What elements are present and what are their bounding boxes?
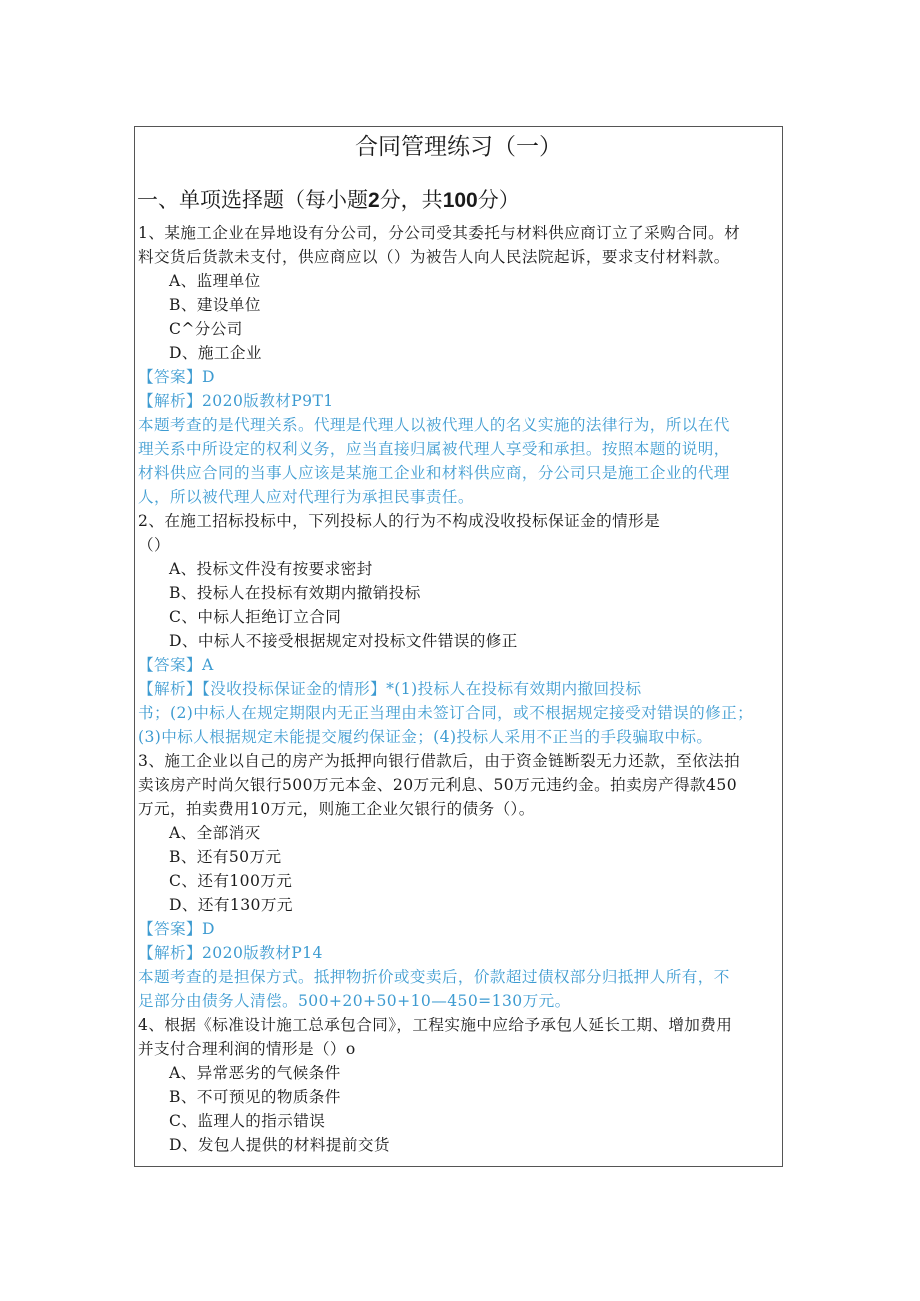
section-heading-middle: 分，共 <box>379 188 443 212</box>
question-text-line: 4、根据《标准设计施工总承包合同》，工程实施中应给予承包人延长工期、增加费用 <box>138 1016 733 1034</box>
answer-option: D、施工企业 <box>169 344 262 362</box>
answer-option: B、投标人在投标有效期内撤销投标 <box>169 584 421 602</box>
answer-explanation-line: 书；(2)中标人在规定期限内无正当理由未签订合同，或不根据规定接受对错误的修正； <box>138 704 754 722</box>
answer-option: A、全部消灭 <box>169 824 261 842</box>
question-text-line: 卖该房产时尚欠银行500万元本金、20万元利息、50万元违约金。拍卖房产得款450 <box>138 776 738 794</box>
answer-explanation-line: 材料供应合同的当事人应该是某施工企业和材料供应商，分公司只是施工企业的代理 <box>138 464 730 482</box>
question-text-line: 2、在施工招标投标中，下列投标人的行为不构成没收投标保证金的情形是 <box>138 512 661 530</box>
question-text-line: 3、施工企业以自己的房产为抵押向银行借款后，由于资金链断裂无力还款，至依法拍 <box>138 752 741 770</box>
section-heading <box>137 185 782 215</box>
question-text-line: 料交货后货款未支付，供应商应以（）为被告人向人民法院起诉，要求支付材料款。 <box>138 248 730 266</box>
answer-explanation-line: 【解析】【没收投标保证金的情形】*(1)投标人在投标有效期内撤回投标 <box>138 680 642 698</box>
answer-explanation-line: 【答案】D <box>138 920 215 938</box>
answer-option: B、不可预见的物质条件 <box>169 1088 341 1106</box>
answer-option: C、还有100万元 <box>169 872 293 890</box>
points-total: 100 <box>442 189 478 212</box>
answer-option: C、中标人拒绝订立合同 <box>169 608 342 626</box>
answer-explanation-line: 理关系中所设定的权利义务，应当直接归属被代理人享受和承担。按照本题的说明， <box>138 440 730 458</box>
document-title: 合同管理练习（一） <box>355 134 562 160</box>
answer-option: A、投标文件没有按要求密封 <box>169 560 373 578</box>
section-heading-prefix: 一、单项选择题（每小题 <box>137 188 368 212</box>
answer-explanation-line: 【解析】2020版教材P9T1 <box>138 392 334 410</box>
answer-explanation-line: 足部分由债务人清偿。500+20+50+10—450=130万元。 <box>138 992 571 1010</box>
answer-option: D、中标人不接受根据规定对投标文件错误的修正 <box>169 632 518 650</box>
points-each: 2 <box>368 189 380 212</box>
answer-option: D、还有130万元 <box>169 896 293 914</box>
question-text-line: 并支付合理利润的情形是（）o <box>138 1040 356 1058</box>
question-text-line: 1、某施工企业在异地设有分公司，分公司受其委托与材料供应商订立了采购合同。材 <box>138 224 741 242</box>
answer-option: B、还有50万元 <box>169 848 282 866</box>
answer-explanation-line: 人，所以被代理人应对代理行为承担民事责任。 <box>138 488 474 506</box>
question-list <box>135 221 782 1157</box>
answer-option: C^分公司 <box>169 320 243 338</box>
section-heading-suffix: 分） <box>477 188 520 212</box>
answer-explanation-line: 本题考查的是担保方式。抵押物折价或变卖后，价款超过债权部分归抵押人所有，不 <box>138 968 730 986</box>
answer-explanation-line: 【答案】A <box>138 656 214 674</box>
answer-explanation-line: (3)中标人根据规定未能提交履约保证金；(4)投标人采用不正当的手段骗取中标。 <box>138 728 713 746</box>
answer-explanation-line: 本题考查的是代理关系。代理是代理人以被代理人的名义实施的法律行为，所以在代 <box>138 416 730 434</box>
answer-option: C、监理人的指示错误 <box>169 1112 326 1130</box>
document-frame <box>134 126 783 1167</box>
answer-option: B、建设单位 <box>169 296 261 314</box>
answer-explanation-line: 【答案】D <box>138 368 215 386</box>
answer-explanation-line: 【解析】2020版教材P14 <box>138 944 323 962</box>
question-text-line: 万元，拍卖费用10万元，则施工企业欠银行的债务（）。 <box>138 800 535 818</box>
answer-option: D、发包人提供的材料提前交货 <box>169 1136 390 1154</box>
question-text-line: （） <box>138 536 170 554</box>
answer-option: A、监理单位 <box>169 272 261 290</box>
answer-option: A、异常恶劣的气候条件 <box>169 1064 341 1082</box>
